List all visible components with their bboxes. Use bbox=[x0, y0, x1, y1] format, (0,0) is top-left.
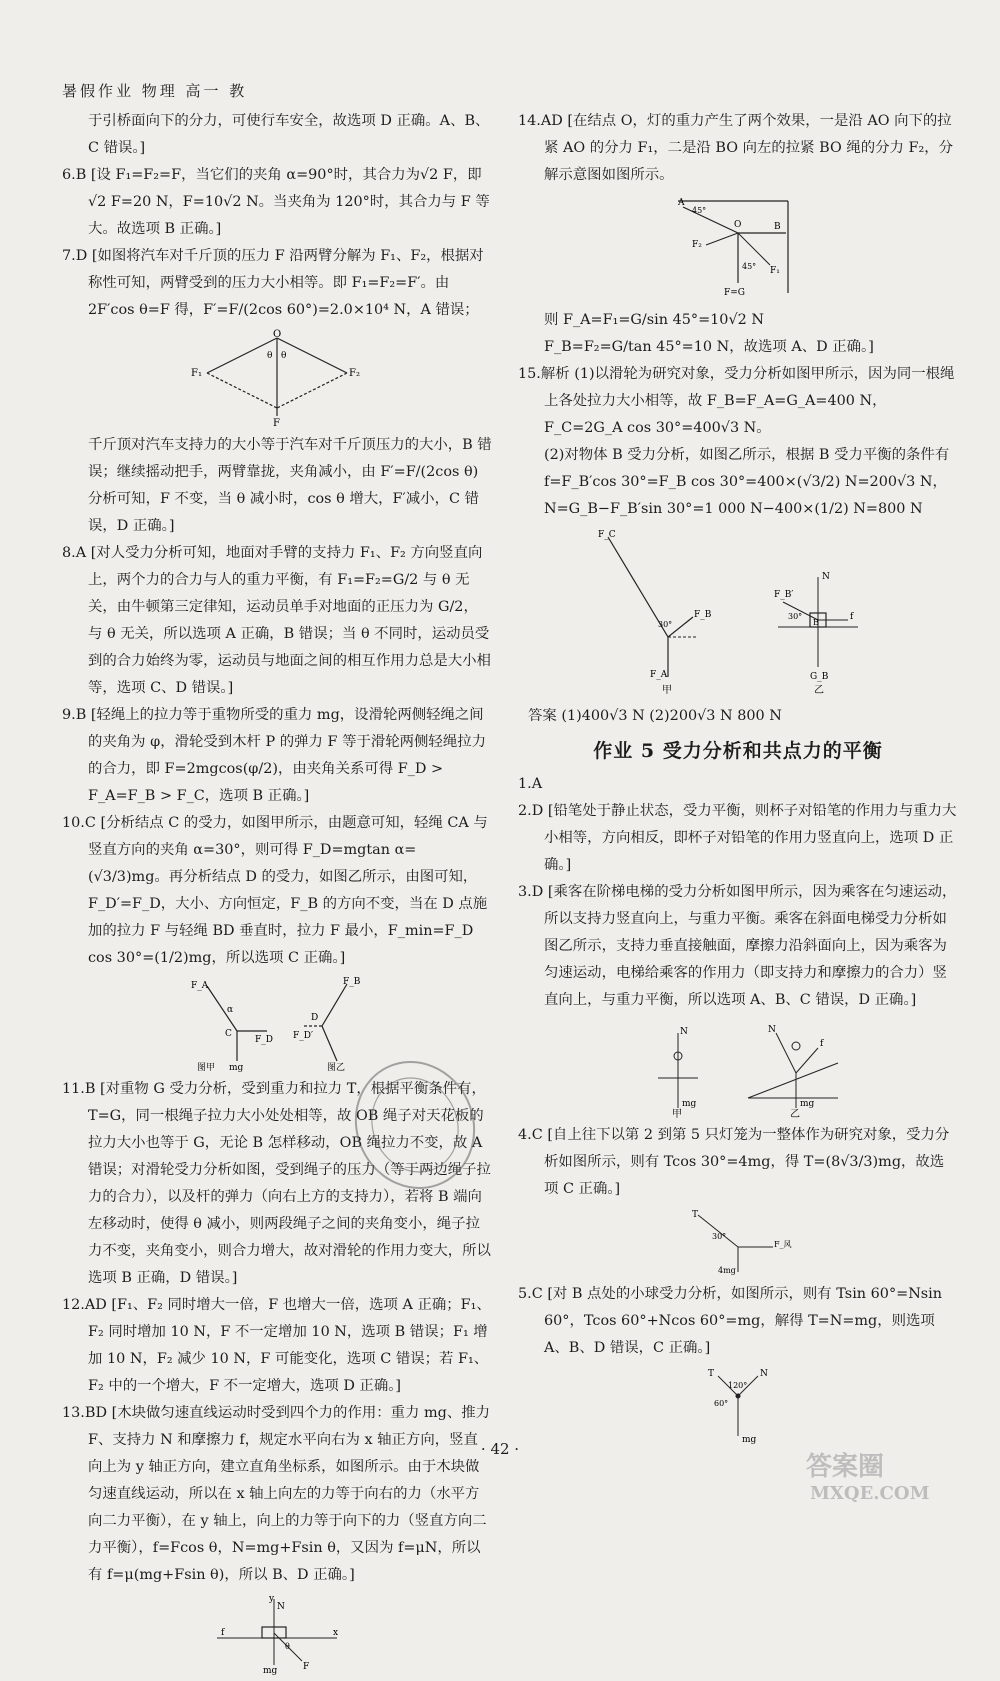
fig-label: mg bbox=[263, 1666, 278, 1676]
fig-label: 45° bbox=[742, 262, 757, 271]
watermark-text: MXQE.COM bbox=[810, 1483, 930, 1504]
fig-label: 乙 bbox=[814, 685, 824, 696]
answer-11: 11.B [对重物 G 受力分析，受到重力和拉力 T，根据平衡条件有，T=G，同一根绳子拉力大小处处相等，故 OB 绳子对天花板的拉力大小也等于 G，无论 B 怎样移动，OB 绳拉力不变，故 A 错误；对滑轮受力分析如图，受到绳子的压力（等于两边绳子拉力的合力），以及杆的弹力（向右上方的支持力），若将 B 端向左移动时，使得 θ 减小，则两段绳子之间的夹角变小，绳子拉力不变，夹角变小，则合力增大，故对滑轮的作用力变大，所以选项 B 正确，D 错误。] bbox=[62, 1081, 491, 1286]
fig-label: F_风 bbox=[774, 1240, 792, 1249]
answer-8: 8.A [对人受力分析可知，地面对手臂的支持力 F₁、F₂ 方向竖直向上，两个力的合力与人的重力平衡，有 F₁=F₂=G/2 与 θ 无关，由牛顿第三定律知，运动员单手对地面的正压力为 G/2，与 θ 无关，所以选项 A 正确，B 错误；当 θ 不同时，运动员受到的合力始终为零，运动员与地面之间的相互作用力总是大小相等，选项 C、D 错误。] bbox=[62, 545, 491, 696]
hw5-answer-2: 2.D [铅笔处于静止状态，受力平衡，则杯子对铅笔的作用力与重力大小相等，方向相反，即杯子对铅笔的作用力竖直向上，选项 D 正确。] bbox=[518, 803, 957, 873]
figure-7 bbox=[62, 328, 492, 428]
fig-label: N bbox=[768, 1025, 776, 1035]
fig-label: F_B bbox=[343, 977, 361, 987]
answer-15-normal: N=G_B−F_B′sin 30°=1 000 N−400×(1/2) N=800 N bbox=[544, 501, 923, 517]
fig-label: f bbox=[850, 612, 854, 622]
fig-label: F_D′ bbox=[293, 1031, 314, 1041]
fig-label: F_A bbox=[650, 670, 668, 680]
fig-label: N bbox=[277, 1602, 285, 1612]
answer-14: 14.AD [在结点 O，灯的重力产生了两个效果，一是沿 AO 向下的拉紧 AO 的分力 F₁，二是沿 BO 向左的拉紧 BO 绳的分力 F₂，分解示意图如图所示。 bbox=[518, 113, 953, 183]
fig-label: 乙 bbox=[790, 1109, 800, 1118]
fig-label: F_B bbox=[694, 610, 712, 620]
fig-label: 30° bbox=[658, 620, 673, 629]
fig-label: f bbox=[221, 1628, 225, 1638]
figure-3 bbox=[518, 1018, 958, 1118]
answer-6: 6.B [设 F₁=F₂=F，当它们的夹角 α=90°时，其合力为√2 F，即√2 F=20 N，F=10√2 N。当夹角为 120°时，其合力与 F 等大。故选项 B 正确。] bbox=[62, 167, 490, 237]
section-title: 作业 5 受力分析和共点力的平衡 bbox=[593, 740, 883, 762]
hw5-answer-3: 3.D [乘客在阶梯电梯的受力分析如图甲所示，因为乘客在匀速运动，所以支持力竖直向上，与重力平衡。乘客在斜面电梯受力分析如图乙所示，支持力垂直接触面，摩擦力沿斜面向上，因为乘客为匀速运动，电梯给乘客的作用力（即支持力和摩擦力的合力）竖直向上，与重力平衡，所以选项 A、B、C 错误，D 正确。] bbox=[518, 884, 957, 1008]
fig-label: C bbox=[225, 1029, 232, 1039]
fig-label: 120° bbox=[728, 1381, 748, 1390]
figure-14 bbox=[518, 193, 958, 303]
fig-label: 30° bbox=[712, 1232, 727, 1241]
answer-15-part2: (2)对物体 B 受力分析，如图乙所示，根据 B 受力平衡的条件有 f=F_B′cos 30°=F_B cos 30°=400×(√3/2) N=200√3 N， bbox=[544, 447, 950, 490]
right-column bbox=[518, 108, 958, 1450]
fig-label: θ bbox=[281, 351, 287, 361]
fig-label: F_B′ bbox=[774, 590, 794, 600]
fig-label: O bbox=[273, 329, 282, 340]
fig-label: D bbox=[311, 1013, 319, 1023]
fig-label: F bbox=[273, 418, 280, 428]
fig-label: F=G bbox=[724, 288, 745, 298]
fig-label: 45° bbox=[692, 206, 707, 215]
hw5-answer-5: 5.C [对 B 点处的小球受力分析，如图所示，则有 Tsin 60°=Nsin 60°，Tcos 60°+Ncos 60°=mg，解得 T=N=mg，则选项 A、B、D 错误，C 正确。] bbox=[518, 1286, 943, 1356]
fig-label: 甲 bbox=[672, 1109, 682, 1118]
fig-label: mg bbox=[682, 1099, 697, 1109]
answer-15: 15.解析 (1)以滑轮为研究对象，受力分析如图甲所示，因为同一根绳上各处拉力大小相等，故 F_B=F_A=G_A=400 N，F_C=2G_A cos 30°=400√3 N。 bbox=[518, 366, 955, 436]
fig-label: θ bbox=[267, 351, 273, 361]
fig-label: B bbox=[774, 222, 781, 232]
fig-label: 30° bbox=[788, 612, 803, 621]
answer-10: 10.C [分析结点 C 的受力，如图甲所示，由题意可知，轻绳 CA 与竖直方向的夹角 α=30°，则可得 F_D=mgtan α=(√3/3)mg。再分析结点 D 的受力，如图乙所示，由图可知，F_D′=F_D，大小、方向恒定，F_B 的方向不变，当在 D 点施加的拉力 F 与轻绳 BD 垂直时，拉力 F 最小，F_min=F_D cos 30°=(1/2)mg，所以选项 C 正确。] bbox=[62, 815, 488, 966]
fig-label: F₂ bbox=[692, 240, 702, 250]
stamp-mark bbox=[350, 1055, 480, 1195]
fig-label: mg bbox=[742, 1435, 757, 1445]
watermark-text: 答案圈 bbox=[806, 1452, 885, 1482]
fig-label: F₁ bbox=[191, 368, 202, 379]
fig-label: N bbox=[680, 1027, 688, 1037]
answer-15-final: 答案 (1)400√3 N (2)200√3 N 800 N bbox=[528, 708, 782, 724]
fig-label: A bbox=[678, 198, 685, 208]
fig-label: mg bbox=[229, 1063, 244, 1072]
fig-label: F_D bbox=[255, 1035, 273, 1045]
fig-label: N bbox=[760, 1369, 768, 1379]
formula-fb: F_B=F₂=G/tan 45°=10 N，故选项 A、D 正确。] bbox=[544, 339, 874, 355]
fig-label: 甲 bbox=[662, 685, 672, 696]
fig-label: F bbox=[303, 1662, 310, 1672]
formula-fa: 则 F_A=F₁=G/sin 45°=10√2 N bbox=[544, 312, 764, 328]
fig-label: T bbox=[708, 1369, 715, 1379]
fig-label: T bbox=[692, 1210, 699, 1220]
fig-label: O bbox=[734, 220, 742, 230]
fig-label: F₁ bbox=[770, 266, 780, 276]
watermark-logo bbox=[800, 1445, 970, 1505]
answer-12: 12.AD [F₁、F₂ 同时增大一倍，F 也增大一倍，选项 A 正确；F₁、F₂ 同时增加 10 N，F 不一定增加 10 N，选项 B 错误；F₁ 增加 10 N，F₂ 减少 10 N，F 可能变化，选项 C 错误；若 F₁、F₂ 中的一个增大，F 不一定增大，选项 D 正确。] bbox=[62, 1297, 491, 1394]
page-header: 暑假作业 物理 高一 教 bbox=[62, 82, 248, 100]
figure-13 bbox=[62, 1593, 492, 1677]
fig-label: G_B bbox=[810, 672, 829, 682]
fig-label: α bbox=[227, 1005, 234, 1015]
fig-label: 60° bbox=[714, 1399, 729, 1408]
fig-label: F_C bbox=[598, 530, 616, 540]
fig-label: θ bbox=[285, 1642, 290, 1651]
answer-7: 7.D [如图将汽车对千斤顶的压力 F 沿两臂分解为 F₁、F₂，根据对称性可知，两臂受到的压力大小相等。即 F₁=F₂=F′。由 2F′cos θ=F 得，F′=F/(2cos 60°)=2.0×10⁴ N，A 错误； bbox=[62, 248, 484, 318]
fig-label: B bbox=[813, 618, 819, 627]
fig-label: F_A bbox=[191, 981, 209, 991]
fig-label: 图甲 bbox=[197, 1063, 216, 1072]
figure-15 bbox=[518, 527, 958, 697]
fig-label: mg bbox=[800, 1099, 815, 1109]
fig-label: 4mg bbox=[718, 1266, 736, 1275]
fig-label: F₂ bbox=[349, 368, 360, 379]
text-item: 千斤顶对汽车支持力的大小等于汽车对千斤顶压力的大小，B 错误；继续摇动把手，两臂靠拢，夹角减小，由 F′=F/(2cos θ) 分析可知，F 不变，当 θ 减小时，cos θ 增大，F′减小，C 错误，D 正确。] bbox=[88, 437, 492, 534]
page-number: · 42 · bbox=[480, 1440, 520, 1458]
answer-13: 13.BD [木块做匀速直线运动时受到四个力的作用：重力 mg、推力 F、支持力 N 和摩擦力 f，规定水平向右为 x 轴正方向，竖直向上为 y 轴正方向，建立直角坐标系，如图所示。由于木块做匀速直线运动，所以在 x 轴上向左的力等于向右的力（水平方向二力平衡），在 y 轴上，向上的力等于向下的力（竖直方向二力平衡），f=Fcos θ，N=mg+Fsin θ，又因为 f=μN，所以有 f=μ(mg+Fsin θ)，所以 B、D 正确。] bbox=[62, 1405, 490, 1583]
figure-4 bbox=[518, 1207, 958, 1277]
fig-label: y bbox=[269, 1594, 275, 1604]
hw5-answer-1: 1.A bbox=[518, 776, 543, 792]
fig-label: N bbox=[822, 572, 830, 582]
fig-label: f bbox=[820, 1039, 824, 1049]
hw5-answer-4: 4.C [自上往下以第 2 到第 5 只灯笼为一整体作为研究对象，受力分析如图所示，则有 Tcos 30°=4mg，得 T=(8√3/3)mg，故选项 C 正确。] bbox=[518, 1127, 950, 1197]
fig-label: 图乙 bbox=[327, 1063, 346, 1072]
text-item: 于引桥面向下的分力，可使行车安全，故选项 D 正确。A、B、C 错误。] bbox=[88, 113, 490, 156]
answer-9: 9.B [轻绳上的拉力等于重物所受的重力 mg，设滑轮两侧轻绳之间的夹角为 φ，滑轮受到木杆 P 的弹力 F 等于滑轮两侧轻绳拉力的合力，即 F=2mgcos(φ/2)，由夹角关系可得 F_D > F_A=F_B > F_C，选项 B 正确。] bbox=[62, 707, 486, 804]
figure-5 bbox=[518, 1366, 958, 1446]
fig-label: x bbox=[333, 1628, 339, 1638]
